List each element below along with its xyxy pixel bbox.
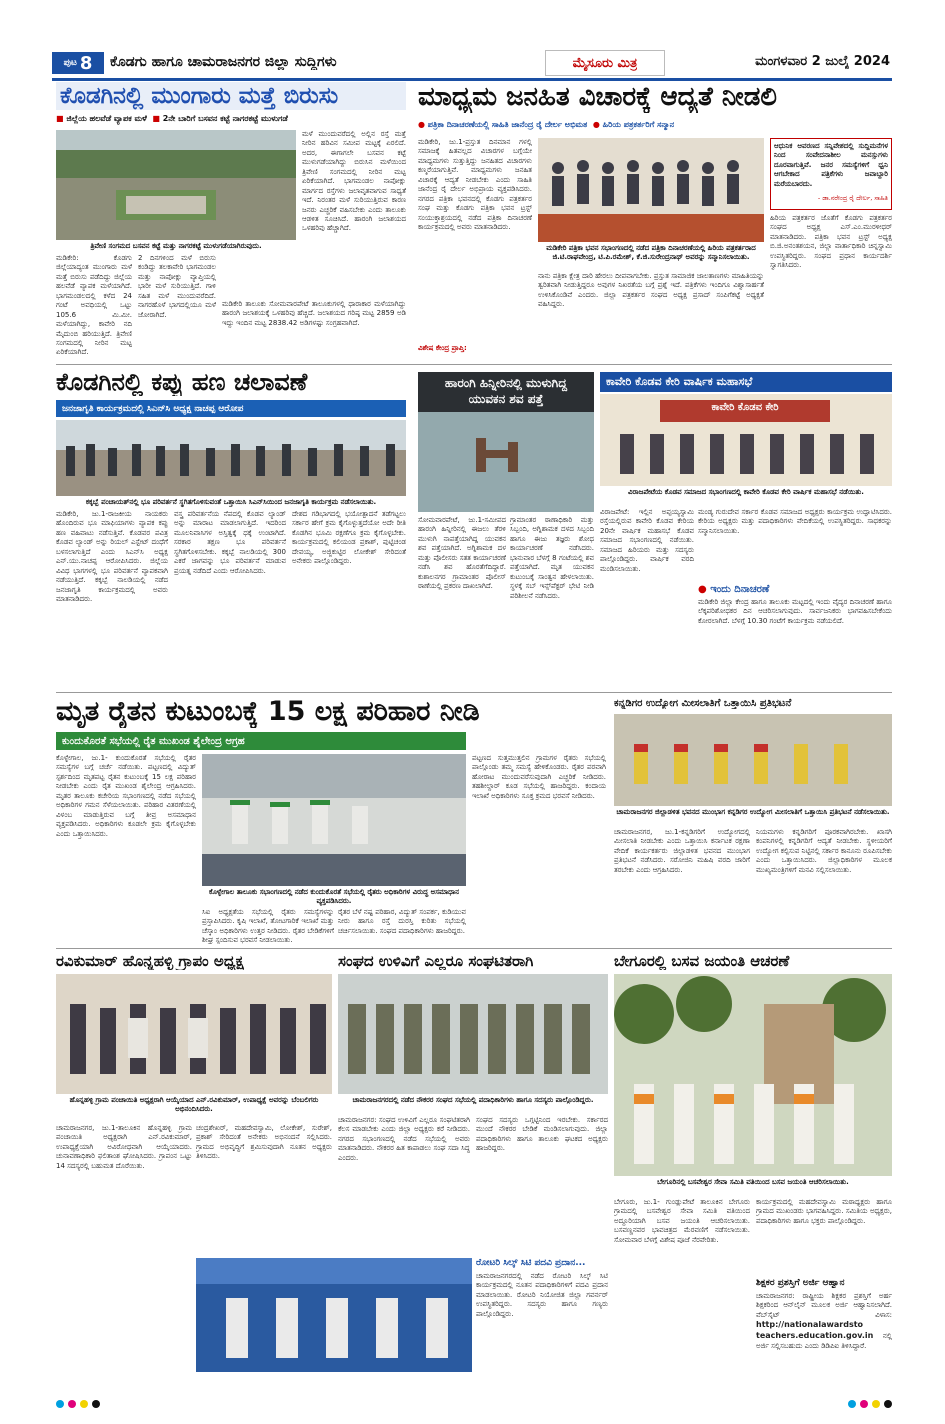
- story3-headline: ಕೊಡಗಿನಲ್ಲಿ ಕಪ್ಪು ಹಣ ಚಲಾವಣೆ: [56, 368, 308, 396]
- felicitation-group-illustration: [538, 138, 764, 242]
- story4-body-b: ಗ್ರಾಮಾಂತರ ಠಾಣಾಧಿಕಾರಿ ಮತ್ತು ಸಿಬ್ಬಂದಿ, ಅಗ್ನಿಶಾಮಕ ದಳದ ಸಿಬ್ಬಂದಿ ಹಾಗೂ ಈಜು ತಜ್ಞರು ಶೋಧ ಕಾರ್ಯಾಚರಣೆ ನಡೆಸಿದರು. ಭಾನುವಾರ ಬೆಳಗ್ಗೆ 8 ಗಂಟೆಯಲ್ಲಿ ಶವ ಪತ್ತೆಯಾಗಿದೆ. ಮೃತ ಯುವಕನ ಕುಟುಂಬಕ್ಕೆ ಸಾಂತ್ವನ ಹೇಳಲಾಯಿತು. ಸ್ಥಳಕ್ಕೆ ಸಬ್ ಇನ್ಸ್‌ಪೆಕ್ಟರ್ ಭೇಟಿ ನೀಡಿ ಪರಿಶೀಲನೆ ನಡೆಸಿದರು.: [510, 516, 594, 600]
- award-body-tail: ನಲ್ಲಿ ಅರ್ಜಿ ಸಲ್ಲಿಸಬಹುದು ಎಂದು ಡಿಡಿಪಿಐ ತಿಳಿಸಿದ್ದಾರೆ.: [756, 1332, 892, 1350]
- story1-body-c: ಮಡಿಕೇರಿ ತಾಲೂಕು ಸೋಮವಾರಪೇಟೆ ತಾಲೂಕುಗಳಲ್ಲಿ ಧಾರಾಕಾರ ಮಳೆಯಾಗಿದ್ದು ಹಾರಂಗಿ ಜಲಾಶಯಕ್ಕೆ ಒಳಹರಿವು ಹೆಚ್ಚಿದೆ. ಜಲಾಶಯದ ಗರಿಷ್ಠ ಮಟ್ಟ 2859 ಅಡಿ ಇದ್ದು ಇಂದಿನ ಮಟ್ಟ 2838.42 ಅಡಿಗಳಷ್ಟು ಸಂಗ್ರಹವಾಗಿದೆ.: [222, 300, 406, 327]
- story9-headline: ಸಂಘದ ಉಳಿವಿಗೆ ಎಲ್ಲರೂ ಸಂಘಟಿತರಾಗಿ: [338, 952, 534, 970]
- story3-caption: ಕಕ್ಕಬ್ಬೆ ಪಂಚಾಯತ್‌ನಲ್ಲಿ ಭೂ ಪರಿವರ್ತನೆ ಸ್ಥಗಿತಗೊಳಿಸುವಂತೆ ಒತ್ತಾಯಿಸಿ ಸಿಎನ್‌ಸಿಯಿಂದ ಜನಜಾಗೃತಿ ಕಾರ್ಯಕ್ರಮ ನಡೆಸಲಾಯಿತು.: [85, 498, 377, 506]
- rotary-stage-illustration: [196, 1258, 472, 1372]
- print-registration-marks: [56, 1400, 892, 1410]
- story9-body-a: ಚಾಮರಾಜನಗರ: ಸಂಘದ ಉಳಿವಿಗೆ ಎಲ್ಲರೂ ಸಂಘಟಿತರಾಗಿ ಕೆಲಸ ಮಾಡಬೇಕು ಎಂದು ಜಿಲ್ಲಾ ಅಧ್ಯಕ್ಷರು ಕರೆ ನೀಡಿದರು. ನಗರದ ಸಭಾಂಗಣದಲ್ಲಿ ನಡೆದ ಸಭೆಯಲ್ಲಿ ಅವರು ಮಾತನಾಡಿದರು. ನೌಕರರ ಹಿತ ಕಾಪಾಡಲು ಸಂಘ ಸದಾ ಸಿದ್ಧ ಎಂದರು.: [338, 1116, 470, 1162]
- story5-body-a: ವಿರಾಜಪೇಟೆ: ಇಲ್ಲಿನ ಅಪ್ಪಯ್ಯಸ್ವಾಮಿ ರಸ್ತೆಯಲ್ಲಿರುವ ಕಾವೇರಿ ಕೊಡವ ಕೇರಿಯ 20ನೇ ವಾರ್ಷಿಕ ಮಹಾಸಭೆ ಕೊಡವ ಸಮಾಜದ ಸಭಾಂಗಣದಲ್ಲಿ ನಡೆಯಿತು. ಸಮಾಜದ ಹಿರಿಯರು ಮತ್ತು ಸದಸ್ಯರು ಪಾಲ್ಗೊಂಡಿದ್ದರು. ವಾರ್ಷಿಕ ವರದಿ ಮಂಡಿಸಲಾಯಿತು.: [600, 508, 694, 573]
- story3-photo-protest: [56, 420, 406, 496]
- today-heading-text: ಇಂದು ದಿನಾಚರಣೆ: [710, 584, 770, 595]
- story2-photo-felicitation: [538, 138, 764, 242]
- paper-name: ಮೈಸೂರು ಮಿತ್ರ: [572, 55, 638, 71]
- story9-caption: ಚಾಮರಾಜನಗರದಲ್ಲಿ ನಡೆದ ನೌಕರರ ಸಂಘದ ಸಭೆಯಲ್ಲಿ ಪದಾಧಿಕಾರಿಗಳು ಹಾಗೂ ಸದಸ್ಯರು ಪಾಲ್ಗೊಂಡಿದ್ದರು.: [352, 1096, 594, 1104]
- story2-quote: ಆಧುನಿಕ ಆವರಣದ ಸನ್ನಿವೇಶದಲ್ಲಿ ಸುದ್ದಿಮನೆಗಳ ನಿಂದ ಸಂವೇದನಾಶೀಲ ಮನಸ್ಸುಗಳು ದೂರವಾಗುತ್ತಿವೆ. ಜನರ ಸಮಸ್ಯೆಗಳಿಗೆ ಧ್ವನಿ ಆಗಬೇಕಾದ ಪತ್ರಿಕೆಗಳು ಜವಾಬ್ದಾರಿ ಮರೆಯಬಾರದು.: [774, 142, 888, 188]
- story2-quote-box: [770, 138, 892, 210]
- story1-kickers: ■ ಜಿಲ್ಲೆಯ ಹಲವೆಡೆ ವ್ಯಾಪಕ ಮಳೆ ■ 2ನೇ ಬಾರಿಗೆ ಬಸವನ ಕಟ್ಟೆ ನಾಗರಕಟ್ಟೆ ಮುಳುಗಡೆ: [56, 114, 288, 123]
- story2-kicker-2: ಹಿರಿಯ ಪತ್ರಕರ್ತರಿಗೆ ಸನ್ಮಾನ: [602, 120, 675, 129]
- story5-caption: ವಿರಾಜಪೇಟೆಯ ಕೊಡವ ಸಮಾಜದ ಸಭಾಂಗಣದಲ್ಲಿ ಕಾವೇರಿ ಕೊಡವ ಕೇರಿ ವಾರ್ಷಿಕ ಮಹಾಸಭೆ ನಡೆಯಿತು.: [628, 488, 864, 496]
- story4-headline-line-2: ಯುವಕನ ಶವ ಪತ್ತೆ: [468, 391, 544, 406]
- story2-quote-author: - ಡಾ.ನರೇಂದ್ರ ರೈ ದೇರ್ಲ, ಸಾಹಿತಿ: [817, 194, 888, 202]
- story1-kicker-1: ಜಿಲ್ಲೆಯ ಹಲವೆಡೆ ವ್ಯಾಪಕ ಮಳೆ: [66, 114, 147, 123]
- story10-headline: ರೋಟರಿ ಸಿಲ್ಕ್ ಸಿಟಿ ಪದವಿ ಪ್ರದಾನ...: [476, 1258, 586, 1268]
- story3-body-c: ದೇಶದ ಗಡಿಭಾಗದಲ್ಲಿ ಭಯೋತ್ಪಾದನೆ ತಡೆಗಟ್ಟಲು ಸರ್ಕಾರ ಹೇಗೆ ಕ್ರಮ ಕೈಗೊಳ್ಳುತ್ತದೆಯೋ ಅದೇ ರೀತಿ ಕೊಡಗಿನ ಭೂಮಿ ರಕ್ಷಣೆಗೂ ಕ್ರಮ ಕೈಗೊಳ್ಳಬೇಕು. ಕಾರ್ಯಕ್ರಮದಲ್ಲಿ ಕಲಿಯಂಡ ಪ್ರಕಾಶ್, ಪುಟ್ಟಿಚಂಡ ದೇವಯ್ಯ, ಅಜ್ಜಿಕುಟ್ಟಿರ ಲೋಕೇಶ್ ಸೇರಿದಂತೆ ಅನೇಕರು ಪಾಲ್ಗೊಂಡಿದ್ದರು.: [292, 510, 406, 566]
- story1-caption: ತ್ರಿವೇಣಿ ಸಂಗಮದ ಬಸವನ ಕಟ್ಟೆ ಮತ್ತು ನಾಗರಕಟ್ಟೆ ಮುಳುಗಡೆಯಾಗಿರುವುದು.: [90, 242, 262, 250]
- story11-caption: ಬೇಗೂರಿನಲ್ಲಿ ಬಸವೇಶ್ವರ ಸೇವಾ ಸಮಿತಿ ವತಿಯಿಂದ ಬಸವ ಜಯಂತಿ ಆಚರಿಸಲಾಯಿತು.: [657, 1178, 849, 1186]
- story2-body-a: ಮಡಿಕೇರಿ, ಜು.1-ಪ್ರಸ್ತುತ ದಿನಮಾನ ಗಳಲ್ಲಿ ಸಮಾಜಕ್ಕೆ ಹಿತವಲ್ಲದ ವಿಚಾರಗಳ ಬಗ್ಗೆಯೇ ಮಾಧ್ಯಮಗಳು ಸುತ್ತುತ್ತಿದ್ದು ಜನಹಿತದ ವಿಚಾರಗಳು ಕಣ್ಮರೆಯಾಗುತ್ತಿವೆ. ಮಾಧ್ಯಮಗಳು ಜನಹಿತ ವಿಚಾರಕ್ಕೆ ಆದ್ಯತೆ ನೀಡಬೇಕು ಎಂದು ಸಾಹಿತಿ ಜಾನೆಂದ್ರ ರೈ ದೇರ್ಲ ಅಭಿಪ್ರಾಯ ವ್ಯಕ್ತಪಡಿಸಿದರು. ನಗರದ ಪತ್ರಿಕಾ ಭವನದಲ್ಲಿ ಕೊಡಗು ಪತ್ರಕರ್ತರ ಸಂಘ ಮತ್ತು ಕೊಡಗು ಪತ್ರಿಕಾ ಭವನ ಟ್ರಸ್ಟ್ ಸಂಯುಕ್ತಾಶ್ರಯದಲ್ಲಿ ನಡೆದ ಪತ್ರಿಕಾ ದಿನಾಚರಣೆ ಕಾರ್ಯಕ್ರಮದಲ್ಲಿ ಅವರು ಮಾತನಾಡಿದರು. ವಿಶೇಷ ಕೇಂದ್ರ ಪ್ರಾಪ್ತಿ:: [418, 138, 532, 352]
- section-divider-2: [56, 692, 892, 693]
- paper-logo: [545, 50, 665, 76]
- story10-photo-rotary: [196, 1258, 472, 1372]
- story4-body-a: ಸೋಮವಾರಪೇಟೆ, ಜು.1-ಸಮೀಪದ ಹಾರಂಗಿ ಹಿನ್ನೀರಿನಲ್ಲಿ ಈಜಲು ತೆರಳಿ ಮುಳುಗಿ ನಾಪತ್ತೆಯಾಗಿದ್ದ ಯುವಕನ ಶವ ಪತ್ತೆಯಾಗಿದೆ. ಅಗ್ನಿಶಾಮಕ ದಳ ಮತ್ತು ಪೊಲೀಸರು ಸತತ ಕಾರ್ಯಾಚರಣೆ ನಡೆಸಿ ಶವ ಹೊರತೆಗೆದಿದ್ದಾರೆ. ಕುಶಾಲನಗರ ಗ್ರಾಮಾಂತರ ಪೊಲೀಸ್ ಠಾಣೆಯಲ್ಲಿ ಪ್ರಕರಣ ದಾಖಲಾಗಿದೆ.: [418, 516, 506, 591]
- page-label: ಪುಟ: [63, 58, 77, 68]
- story7-headline: ಕನ್ನಡಿಗರ ಉದ್ಯೋಗ ಮೀಸಲಾತಿಗೆ ಒತ್ತಾಯಿಸಿ ಪ್ರತಿಭಟನೆ: [614, 698, 792, 709]
- story8-body-b: ಚಂದ್ರಶೇಖರ್, ಮಹದೇವಸ್ವಾಮಿ, ಲೋಕೇಶ್, ಸುರೇಶ್, ಪ್ರಕಾಶ್ ಸೇರಿದಂತೆ ಅನೇಕರು ಅಭಿನಂದನೆ ಸಲ್ಲಿಸಿದರು. ಗ್ರಾಮದ ಅಭಿವೃದ್ಧಿಗೆ ಶ್ರಮಿಸುವುದಾಗಿ ನೂತನ ಅಧ್ಯಕ್ಷರು ತಿಳಿಸಿದರು.: [196, 1124, 332, 1161]
- registration-dots-right: [848, 1400, 892, 1410]
- story3-body-b: ವಸ್ತ್ರ ಪರಿವರ್ತನೆಯ ನೆಪದಲ್ಲಿ ಕೊಡವ ಲ್ಯಾಂಡ್ ಅನ್ನು ಮಾರಾಟ ಮಾಡಲಾಗುತ್ತಿದೆ. ಇದರಿಂದ ಮೂಲನಿವಾಸಿಗಳ ಅಸ್ತಿತ್ವಕ್ಕೆ ಧಕ್ಕೆ ಉಂಟಾಗಿದೆ. ಸರಕಾರ ತಕ್ಷಣ ಭೂ ಪರಿವರ್ತನೆ ಸ್ಥಗಿತಗೊಳಿಸಬೇಕು. ಕಕ್ಕಬ್ಬೆ ನಾಲಡಿಯಲ್ಲಿ 300 ಎಕರೆ ಜಾಗವನ್ನು ಭೂ ಪರಿವರ್ತನೆ ಮಾಡುವ ಪ್ರಯತ್ನ ನಡೆದಿದೆ ಎಂದು ಆರೋಪಿಸಿದರು.: [174, 510, 286, 575]
- union-meeting-illustration: [338, 974, 608, 1094]
- story6-body-c: ರೈತರ ಬೆಳೆ ನಷ್ಟ ಪರಿಹಾರ, ವಿದ್ಯುತ್ ಸಂಪರ್ಕ, ಕುಡಿಯುವ ನೀರು ಹಾಗೂ ರಸ್ತೆ ದುರಸ್ತಿ ಕುರಿತು ಸಭೆಯಲ್ಲಿ ಚರ್ಚಿಸಲಾಯಿತು. ಸಂಘದ ಪದಾಧಿಕಾರಿಗಳು ಹಾಜರಿದ್ದರು.: [338, 908, 466, 935]
- story8-headline: ರವಿಕುಮಾರ್ ಹೊನ್ನಹಳ್ಳಿ ಗ್ರಾಪಂ ಅಧ್ಯಕ್ಷ: [56, 952, 244, 970]
- flood-scene-illustration: [56, 130, 296, 240]
- story6-headline: ಮೃತ ರೈತನ ಕುಟುಂಬಕ್ಕೆ 15 ಲಕ್ಷ ಪರಿಹಾರ ನೀಡಿ: [56, 696, 480, 727]
- story2-body-b: ನಾನು ಪತ್ರಿಕಾ ಕ್ಷೇತ್ರ ದಾರಿ ಹೇರಲು ದೀಪವಾಗಬೇಕು. ಪ್ರಸ್ತುತ ಸಾಮಾಜಿಕ ಜಾಲತಾಣಗಳು ಮಾಹಿತಿಯನ್ನು ತ್ವರಿತವಾಗಿ ನೀಡುತ್ತಿದ್ದರೂ ಅವುಗಳ ನಿಖರತೆಯ ಬಗ್ಗೆ ಪ್ರಶ್ನೆ ಇದೆ. ಪತ್ರಿಕೆಗಳು ಇಂದಿಗೂ ವಿಶ್ವಾಸಾರ್ಹತೆ ಉಳಿಸಿಕೊಂಡಿವೆ ಎಂದರು. ಜಿಲ್ಲಾ ಪತ್ರಕರ್ತರ ಸಂಘದ ಅಧ್ಯಕ್ಷ ಪ್ರಸಾದ್ ಸಂಪಿಗೆಕಟ್ಟೆ ಅಧ್ಯಕ್ಷತೆ ವಹಿಸಿದ್ದರು.: [538, 272, 764, 309]
- story4-headline: [418, 376, 594, 407]
- story11-award-body: [756, 1292, 892, 1374]
- page-number: 8: [79, 52, 93, 74]
- story5-today-body: ಮಡಿಕೇರಿ ಜಿಲ್ಲಾ ಕೇಂದ್ರ ಹಾಗೂ ತಾಲೂಕು ಮಟ್ಟದಲ್ಲಿ ಇಂದು ವೈದ್ಯರ ದಿನಾಚರಣೆ ಹಾಗೂ ಲೆಕ್ಕಪರಿಶೋಧಕರ ದಿನ ಆಚರಿಸಲಾಗುವುದು. ಸಾರ್ವಜನಿಕರು ಭಾಗವಹಿಸಬೇಕೆಂದು ಕೋರಲಾಗಿದೆ. ಬೆಳಗ್ಗೆ 10.30 ಗಂಟೆಗೆ ಕಾರ್ಯಕ್ರಮ ನಡೆಯಲಿದೆ.: [698, 598, 892, 625]
- story6-caption: ಕೊಳ್ಳೇಗಾಲ ತಾಲೂಕು ಸಭಾಂಗಣದಲ್ಲಿ ನಡೆದ ಕುಂದುಕೊರತೆ ಸಭೆಯಲ್ಲಿ ರೈತರು ಅಧಿಕಾರಿಗಳ ವಿರುದ್ಧ ಅಸಮಾಧಾನ ವ್ಯಕ್ತಪಡಿಸಿದರು.: [209, 888, 459, 906]
- award-url-link[interactable]: http://nationalawardsto teachers.education.gov.in: [756, 1320, 874, 1341]
- story1-body-b: 2 ದಿನಗಳಿಂದ ಮಳೆ ಬಿರುಸು ಕಂಡಿದ್ದು ತಲಕಾವೇರಿ ಭಾಗಮಂಡಲ ಮತ್ತು ನಾಪೋಕ್ಲು ವ್ಯಾಪ್ತಿಯಲ್ಲಿ ಭಾರೀ ಮಳೆ ಸುರಿಯುತ್ತಿದೆ. ಗಾಳಿ ಸಹಿತ ಮಳೆ ಮುಂದುವರೆದಿದೆ. ನಾಗರಹೊಳೆ ಭಾಗದಲ್ಲಿಯೂ ಮಳೆ ಜೋರಾಗಿದೆ.: [138, 254, 216, 319]
- section-divider-1: [56, 364, 892, 365]
- story7-photo-protest: [614, 714, 892, 806]
- section-divider-3: [56, 948, 892, 949]
- story6-body-d: ಪಟ್ಟಣದ ಸುತ್ತಮುತ್ತಲಿನ ಗ್ರಾಮಗಳ ರೈತರು ಸಭೆಯಲ್ಲಿ ಪಾಲ್ಗೊಂಡು ತಮ್ಮ ಸಮಸ್ಯೆ ಹೇಳಿಕೊಂಡರು. ರೈತರ ಪರವಾಗಿ ಹೋರಾಟ ಮುಂದುವರೆಸುವುದಾಗಿ ಎಚ್ಚರಿಕೆ ನೀಡಿದರು. ತಹಶೀಲ್ದಾರ್ ಕೂಡ ಸಭೆಯಲ್ಲಿ ಹಾಜರಿದ್ದರು. ಕಂದಾಯ ಇಲಾಖೆ ಅಧಿಕಾರಿಗಳು ಸೂಕ್ತ ಕ್ರಮದ ಭರವಸೆ ನೀಡಿದರು.: [472, 754, 606, 800]
- registration-dots-left: [56, 1400, 100, 1410]
- story11-body-b: ಕಾರ್ಯಕ್ರಮದಲ್ಲಿ ಮಹದೇವಸ್ವಾಮಿ ಮಠಾಧ್ಯಕ್ಷರು ಹಾಗೂ ಗ್ರಾಮದ ಮುಖಂಡರು ಭಾಗವಹಿಸಿದ್ದರು. ಸಮಿತಿಯ ಅಧ್ಯಕ್ಷರು, ಪದಾಧಿಕಾರಿಗಳು ಹಾಗೂ ಭಕ್ತರು ಪಾಲ್ಗೊಂಡಿದ್ದರು.: [756, 1198, 892, 1225]
- story1-kicker-2: 2ನೇ ಬಾರಿಗೆ ಬಸವನ ಕಟ್ಟೆ ನಾಗರಕಟ್ಟೆ ಮುಳುಗಡೆ: [162, 114, 288, 123]
- story5-banner: ಕಾವೇರಿ ಕೊಡವ ಕೇರಿ: [711, 402, 779, 413]
- story4-headline-line-1: ಹಾರಂಗಿ ಹಿನ್ನೀರಿನಲ್ಲಿ ಮುಳುಗಿದ್ದ: [444, 376, 568, 390]
- story9-body-b: ಸಂಘದ ಸದಸ್ಯರು ಒಗ್ಗಟ್ಟಿನಿಂದ ಇರಬೇಕು. ಸರ್ಕಾರದ ಮುಂದೆ ನೌಕರರ ಬೇಡಿಕೆ ಮಂಡಿಸಲಾಗುವುದು. ಜಿಲ್ಲಾ ಪದಾಧಿಕಾರಿಗಳು ಹಾಗೂ ತಾಲೂಕು ಘಟಕದ ಅಧ್ಯಕ್ಷರು ಹಾಜರಿದ್ದರು.: [476, 1116, 608, 1153]
- story11-award-heading: ಶಿಕ್ಷಕರ ಪ್ರಶಸ್ತಿಗೆ ಅರ್ಜಿ ಆಹ್ವಾನ: [756, 1278, 845, 1288]
- farmers-meeting-illustration: [202, 754, 466, 886]
- story5-headline: ಕಾವೇರಿ ಕೊಡವ ಕೇರಿ ವಾರ್ಷಿಕ ಮಹಾಸಭೆ: [600, 372, 892, 392]
- story9-photo-meeting: [338, 974, 608, 1094]
- story7-caption: ಚಾಮರಾಜನಗರ ಜಿಲ್ಲಾಡಳಿತ ಭವನದ ಮುಂಭಾಗ ಕನ್ನಡಿಗರ ಉದ್ಯೋಗ ಮೀಸಲಾತಿಗೆ ಒತ್ತಾಯಿಸಿ ಪ್ರತಿಭಟನೆ ನಡೆಸಲಾಯಿತು.: [616, 808, 890, 816]
- story8-caption: ಹೊನ್ನಹಳ್ಳಿ ಗ್ರಾಮ ಪಂಚಾಯಿತಿ ಅಧ್ಯಕ್ಷರಾಗಿ ಆಯ್ಕೆಯಾದ ಎನ್.ರವಿಕುಮಾರ್, ಉಪಾಧ್ಯಕ್ಷೆ ಅವರನ್ನು ಬೆಂಬಲಿಗರು ಅಭಿನಂದಿಸಿದರು.: [69, 1096, 319, 1114]
- story6-body-b: ಸಿಐ ಅಧ್ಯಕ್ಷತೆಯ ಸಭೆಯಲ್ಲಿ ರೈತರು ಸಮಸ್ಯೆಗಳನ್ನು ಪ್ರಸ್ತಾಪಿಸಿದರು. ಕೃಷಿ ಇಲಾಖೆ, ತೋಟಗಾರಿಕೆ ಇಲಾಖೆ ಮತ್ತು ಚೆಸ್ಕಾಂ ಅಧಿಕಾರಿಗಳು ಉತ್ತರ ನೀಡಿದರು. ರೈತರ ಬೇಡಿಕೆಗಳಿಗೆ ಶೀಘ್ರ ಸ್ಪಂದಿಸುವ ಭರವಸೆ ನೀಡಲಾಯಿತು.: [202, 908, 334, 944]
- page-number-box: [52, 52, 104, 74]
- story11-headline: ಬೇಗೂರಲ್ಲಿ ಬಸವ ಜಯಂತಿ ಆಚರಣೆ: [614, 952, 790, 970]
- protest-crowd-illustration: [56, 420, 406, 496]
- section-title: ಕೊಡಗು ಹಾಗೂ ಚಾಮರಾಜನಗರ ಜಿಲ್ಲಾ ಸುದ್ದಿಗಳು: [110, 54, 337, 70]
- story2-kickers: ● ಪತ್ರಿಕಾ ದಿನಾಚರಣೆಯಲ್ಲಿ ಸಾಹಿತಿ ಜಾನೆಂದ್ರ ರೈ ದೇರ್ಲ ಅಭಿಮತ ● ಹಿರಿಯ ಪತ್ರಕರ್ತರಿಗೆ ಸನ್ಮಾನ: [418, 120, 675, 129]
- story1-photo-flood: [56, 130, 296, 240]
- award-body-text: ಚಾಮರಾಜನಗರ: ರಾಷ್ಟ್ರೀಯ ಶಿಕ್ಷಕರ ಪ್ರಶಸ್ತಿಗೆ ಅರ್ಹ ಶಿಕ್ಷಕರಿಂದ ಆನ್‌ಲೈನ್ ಮೂಲಕ ಅರ್ಜಿ ಆಹ್ವಾನಿಸಲಾಗಿದೆ. ವೆಬ್‌ಸೈಟ್ ವಿಳಾಸ:: [756, 1292, 892, 1319]
- issue-date: ಮಂಗಳವಾರ 2 ಜುಲೈ 2024: [755, 54, 890, 69]
- basava-jayanti-illustration: [614, 974, 892, 1176]
- kannada-protest-illustration: [614, 714, 892, 806]
- story2-special-label: ವಿಶೇಷ ಕೇಂದ್ರ ಪ್ರಾಪ್ತಿ:: [418, 344, 467, 352]
- story8-photo-group: [56, 974, 332, 1094]
- story11-body-a: ಬೇಗೂರು, ಜು.1- ಗುಂಡ್ಲುಪೇಟೆ ತಾಲೂಕಿನ ಬೇಗೂರು ಗ್ರಾಮದಲ್ಲಿ ಬಸವೇಶ್ವರ ಸೇವಾ ಸಮಿತಿ ವತಿಯಿಂದ ಅದ್ದೂರಿಯಾಗಿ ಬಸವ ಜಯಂತಿ ಆಚರಿಸಲಾಯಿತು. ಬಸವಣ್ಣನವರ ಭಾವಚಿತ್ರದ ಮೆರವಣಿಗೆ ನಡೆಸಲಾಯಿತು. ಸೋಮವಾರ ಬೆಳಗ್ಗೆ ವಿಶೇಷ ಪೂಜೆ ನೆರವೇರಿತು.: [614, 1198, 750, 1244]
- story2-body-c: ಹಿರಿಯ ಪತ್ರಕರ್ತರ ಜೊತೆಗೆ ಕೊಡಗು ಪತ್ರಕರ್ತರ ಸಂಘದ ಅಧ್ಯಕ್ಷ ಎಸ್.ಎಂ.ಮುರಳೀಧರ್ ಮಾತನಾಡಿದರು. ಪತ್ರಿಕಾ ಭವನ ಟ್ರಸ್ಟ್ ಅಧ್ಯಕ್ಷ ಬಿ.ಜಿ.ಅನಂತಶಯನ, ಜಿಲ್ಲಾ ವಾರ್ತಾಧಿಕಾರಿ ಚಿನ್ನಸ್ವಾಮಿ ಉಪಸ್ಥಿತರಿದ್ದರು. ಸಂಘದ ಪ್ರಧಾನ ಕಾರ್ಯದರ್ಶಿ ಸ್ವಾಗತಿಸಿದರು.: [770, 214, 892, 270]
- story1-body-a: ಮಡಿಕೇರಿ: ಕೊಡಗು ಜಿಲ್ಲೆಯಾದ್ಯಂತ ಮುಂಗಾರು ಮಳೆ ಮತ್ತೆ ಬಿರುಸು ಪಡೆದಿದ್ದು ಜಿಲ್ಲೆಯ ಹಲವೆಡೆ ವ್ಯಾಪಕ ಮಳೆಯಾಗಿದೆ. ಭಾಗಮಂಡಲದಲ್ಲಿ ಕಳೆದ 24 ಗಂಟೆ ಅವಧಿಯಲ್ಲಿ ಒಟ್ಟು 105.6 ಮಿ.ಮೀ. ಮಳೆಯಾಗಿದ್ದು, ಕಾವೇರಿ ನದಿ ಮೈದುಂಬಿ ಹರಿಯುತ್ತಿದೆ. ತ್ರಿವೇಣಿ ಸಂಗಮದಲ್ಲಿ ನೀರಿನ ಮಟ್ಟ ಏರಿಕೆಯಾಗಿದೆ.: [56, 254, 132, 357]
- story7-body-b: ನಿಯಮಗಳು ಕನ್ನಡಿಗರಿಗೆ ಪೂರಕವಾಗಿರಬೇಕು. ಖಾಸಗಿ ಕಂಪನಿಗಳಲ್ಲಿ ಕನ್ನಡಿಗರಿಗೆ ಆದ್ಯತೆ ನೀಡಬೇಕು. ಸ್ಥಳೀಯರಿಗೆ ಉದ್ಯೋಗ ಕಲ್ಪಿಸುವ ನಿಟ್ಟಿನಲ್ಲಿ ಸರ್ಕಾರ ಕಾನೂನು ರೂಪಿಸಬೇಕು ಎಂದು ಒತ್ತಾಯಿಸಿದರು. ಜಿಲ್ಲಾಧಿಕಾರಿಗಳ ಮೂಲಕ ಮುಖ್ಯಮಂತ್ರಿಗಳಿಗೆ ಮನವಿ ಸಲ್ಲಿಸಲಾಯಿತು.: [756, 828, 892, 874]
- masthead-rule: [52, 78, 892, 81]
- story3-subhead: ಜನಜಾಗೃತಿ ಕಾರ್ಯಕ್ರಮದಲ್ಲಿ ಸಿಎನ್‌ಸಿ ಅಧ್ಯಕ್ಷ ನಾಚಪ್ಪ ಆರೋಪ: [56, 400, 406, 417]
- story3-body-a: ಮಡಿಕೇರಿ, ಜು.1-ರಾಜಕೀಯ ನಾಯಕರು ಹೊಂದಿರುವ ಭೂ ಮಾಫಿಯಾಗಳು ವ್ಯಾಪಕ ಕಪ್ಪು ಹಣ ವಹಿವಾಟು ನಡೆಸುತ್ತಿವೆ. ಕೊಡವರ ಪವಿತ್ರ ಕೊಡವ ಲ್ಯಾಂಡ್ ಅನ್ನು ರಿಯಲ್ ಎಸ್ಟೇಟ್ ದಂಧೆಗೆ ಬಳಸಲಾಗುತ್ತಿದೆ ಎಂದು ಸಿಎನ್‌ಸಿ ಅಧ್ಯಕ್ಷ ಎನ್.ಯು.ನಾಚಪ್ಪ ಆರೋಪಿಸಿದರು. ಜಿಲ್ಲೆಯ ವಿವಿಧ ಭಾಗಗಳಲ್ಲಿ ಭೂ ಪರಿವರ್ತನೆ ವ್ಯಾಪಕವಾಗಿ ನಡೆಯುತ್ತಿದೆ. ಕಕ್ಕಬ್ಬೆ ನಾಲಡಿಯಲ್ಲಿ ನಡೆದ ಜನಜಾಗೃತಿ ಕಾರ್ಯಕ್ರಮದಲ್ಲಿ ಅವರು ಮಾತನಾಡಿದರು.: [56, 510, 168, 603]
- story2-caption: ಮಡಿಕೇರಿ ಪತ್ರಿಕಾ ಭವನ ಸಭಾಂಗಣದಲ್ಲಿ ನಡೆದ ಪತ್ರಿಕಾ ದಿನಾಚರಣೆಯಲ್ಲಿ ಹಿರಿಯ ಪತ್ರಕರ್ತರಾದ ಜಿ.ಟಿ.ರಾಘವೇಂದ್ರ, ಟಿ.ಪಿ.ರಮೇಶ್, ಕೆ.ಜಿ.ಸುರೇಂದ್ರನಾಥ್ ಅವರನ್ನು ಸನ್ಮಾನಿಸಲಾಯಿತು.: [546, 244, 756, 262]
- story5-today-heading: ● ಇಂದು ದಿನಾಚರಣೆ: [698, 584, 770, 595]
- story2-headline: ಮಾಧ್ಯಮ ಜನಹಿತ ವಿಚಾರಕ್ಕೆ ಆದ್ಯತೆ ನೀಡಲಿ: [418, 82, 777, 112]
- story8-body-a: ಚಾಮರಾಜನಗರ, ಜು.1-ತಾಲೂಕಿನ ಹೊನ್ನಹಳ್ಳಿ ಗ್ರಾಮ ಪಂಚಾಯಿತಿ ಅಧ್ಯಕ್ಷರಾಗಿ ಎನ್.ರವಿಕುಮಾರ್, ಉಪಾಧ್ಯಕ್ಷೆಯಾಗಿ ಅವಿರೋಧವಾಗಿ ಆಯ್ಕೆಯಾದರು. ಚುನಾವಣಾಧಿಕಾರಿ ಫಲಿತಾಂಶ ಘೋಷಿಸಿದರು. ಗ್ರಾಪಂನ ಒಟ್ಟು 14 ಸದಸ್ಯರಲ್ಲಿ ಬಹುಮತ ದೊರೆಯಿತು.: [56, 1124, 192, 1170]
- story1-body-right: ಮಳೆ ಮುಂದುವರೆದಲ್ಲಿ ಅಲ್ಲಿನ ರಸ್ತೆ ಮತ್ತೆ ನೀರಿನ ಹರಿವಿನ ಸಮೀಪ ಮಟ್ಟಕ್ಕೆ ಏರಲಿದೆ. ಅದರ, ಈಗಾಗಲೇ ಬಸವನ ಕಟ್ಟೆ ಮುಳುಗಡೆಯಾಗಿದ್ದು ಬಿರುಸಿನ ಮಳೆಯಿಂದ ತ್ರಿವೇಣಿ ಸಂಗಮದಲ್ಲಿ ನೀರಿನ ಮಟ್ಟ ಏರಿಕೆಯಾಗಿದೆ. ಭಾಗಮಂಡಲ ನಾಪೋಕ್ಲು ಮಾರ್ಗದ ರಸ್ತೆಗಳು ಜಲಾವೃತವಾಗುವ ಸಾಧ್ಯತೆ ಇದೆ. ನಿರಂತರ ಮಳೆ ಸುರಿಯುತ್ತಿರುವ ಕಾರಣ ಜನರು ಎಚ್ಚರಿಕೆ ವಹಿಸಬೇಕು ಎಂದು ತಾಲೂಕು ಆಡಳಿತ ಸೂಚಿಸಿದೆ. ಹಾರಂಗಿ ಜಲಾಶಯದ ಒಳಹರಿವು ಹೆಚ್ಚಾಗಿದೆ.: [302, 130, 406, 233]
- story5-body-b: ಮಂಡ್ಯ ಗುರುದೇವ ಸರ್ಕಾರ ಕೊಡವ ಸಮಾಜದ ಅಧ್ಯಕ್ಷರು ಕಾರ್ಯಕ್ರಮ ಉದ್ಘಾಟಿಸಿದರು. ಕೇರಿಯ ಅಧ್ಯಕ್ಷರು ಮತ್ತು ಪದಾಧಿಕಾರಿಗಳು ವೇದಿಕೆಯಲ್ಲಿ ಉಪಸ್ಥಿತರಿದ್ದರು. ಸಾಧಕರನ್ನು ಸನ್ಮಾನಿಸಲಾಯಿತು.: [698, 508, 892, 535]
- story7-body-a: ಚಾಮರಾಜನಗರ, ಜು.1-ಕನ್ನಡಿಗರಿಗೆ ಉದ್ಯೋಗದಲ್ಲಿ ಮೀಸಲಾತಿ ನೀಡಬೇಕು ಎಂದು ಒತ್ತಾಯಿಸಿ ಕರ್ನಾಟಕ ರಕ್ಷಣಾ ವೇದಿಕೆ ಕಾರ್ಯಕರ್ತರು ಜಿಲ್ಲಾಡಳಿತ ಭವನದ ಮುಂಭಾಗ ಪ್ರತಿಭಟನೆ ನಡೆಸಿದರು. ಸರೋಜಿನಿ ಮಹಿಷಿ ವರದಿ ಜಾರಿಗೆ ತರಬೇಕು ಎಂದು ಆಗ್ರಹಿಸಿದರು.: [614, 828, 750, 874]
- story11-photo-procession: [614, 974, 892, 1176]
- story6-body-a: ಕೊಳ್ಳೇಗಾಲ, ಜು.1- ಕುಂದುಕೊರತೆ ಸಭೆಯಲ್ಲಿ ರೈತರ ಸಮಸ್ಯೆಗಳ ಬಗ್ಗೆ ಚರ್ಚೆ ನಡೆಯಿತು. ಪಟ್ಟಣದಲ್ಲಿ ವಿದ್ಯುತ್ ಸ್ಪರ್ಶದಿಂದ ಮೃತಪಟ್ಟ ರೈತನ ಕುಟುಂಬಕ್ಕೆ 15 ಲಕ್ಷ ಪರಿಹಾರ ನೀಡಬೇಕು ಎಂದು ರೈತ ಮುಖಂಡ ಶೈಲೇಂದ್ರ ಆಗ್ರಹಿಸಿದರು. ಮೃತರ ತಾಲೂಕು ಕಚೇರಿಯ ಸಭಾಂಗಣದಲ್ಲಿ ನಡೆದ ಸಭೆಯಲ್ಲಿ ಅಧಿಕಾರಿಗಳ ಗಮನ ಸೆಳೆಯಲಾಯಿತು. ಪರಿಹಾರ ವಿತರಣೆಯಲ್ಲಿ ವಿಳಂಬ ಮಾಡುತ್ತಿರುವ ಬಗ್ಗೆ ತೀವ್ರ ಅಸಮಾಧಾನ ವ್ಯಕ್ತಪಡಿಸಿದರು. ಅಧಿಕಾರಿಗಳು ಕೂಡಲೇ ಕ್ರಮ ಕೈಗೊಳ್ಳಬೇಕು ಎಂದು ಒತ್ತಾಯಿಸಿದರು.: [56, 754, 196, 838]
- panchayat-group-illustration: [56, 974, 332, 1094]
- story2-kicker-1: ಪತ್ರಿಕಾ ದಿನಾಚರಣೆಯಲ್ಲಿ ಸಾಹಿತಿ ಜಾನೆಂದ್ರ ರೈ ದೇರ್ಲ ಅಭಿಮತ: [427, 120, 588, 129]
- story1-headline: ಕೊಡಗಿನಲ್ಲಿ ಮುಂಗಾರು ಮತ್ತೆ ಬಿರುಸು: [56, 82, 406, 110]
- story6-subhead: ಕುಂದುಕೊರತೆ ಸಭೆಯಲ್ಲಿ ರೈತ ಮುಖಂಡ ಶೈಲೇಂದ್ರ ಆಗ್ರಹ: [56, 732, 466, 750]
- story6-photo-meeting: [202, 754, 466, 886]
- story10-body-a: ಚಾಮರಾಜನಗರದಲ್ಲಿ ನಡೆದ ರೋಟರಿ ಸಿಲ್ಕ್ ಸಿಟಿ ಕಾರ್ಯಕ್ರಮದಲ್ಲಿ ನೂತನ ಪದಾಧಿಕಾರಿಗಳಿಗೆ ಪದವಿ ಪ್ರದಾನ ಮಾಡಲಾಯಿತು. ರೋಟರಿ ನಿಯೋಜಿತ ಜಿಲ್ಲಾ ಗವರ್ನರ್ ಉಪಸ್ಥಿತರಿದ್ದರು. ಸದಸ್ಯರು ಹಾಗೂ ಗಣ್ಯರು ಪಾಲ್ಗೊಂಡಿದ್ದರು.: [476, 1272, 608, 1318]
